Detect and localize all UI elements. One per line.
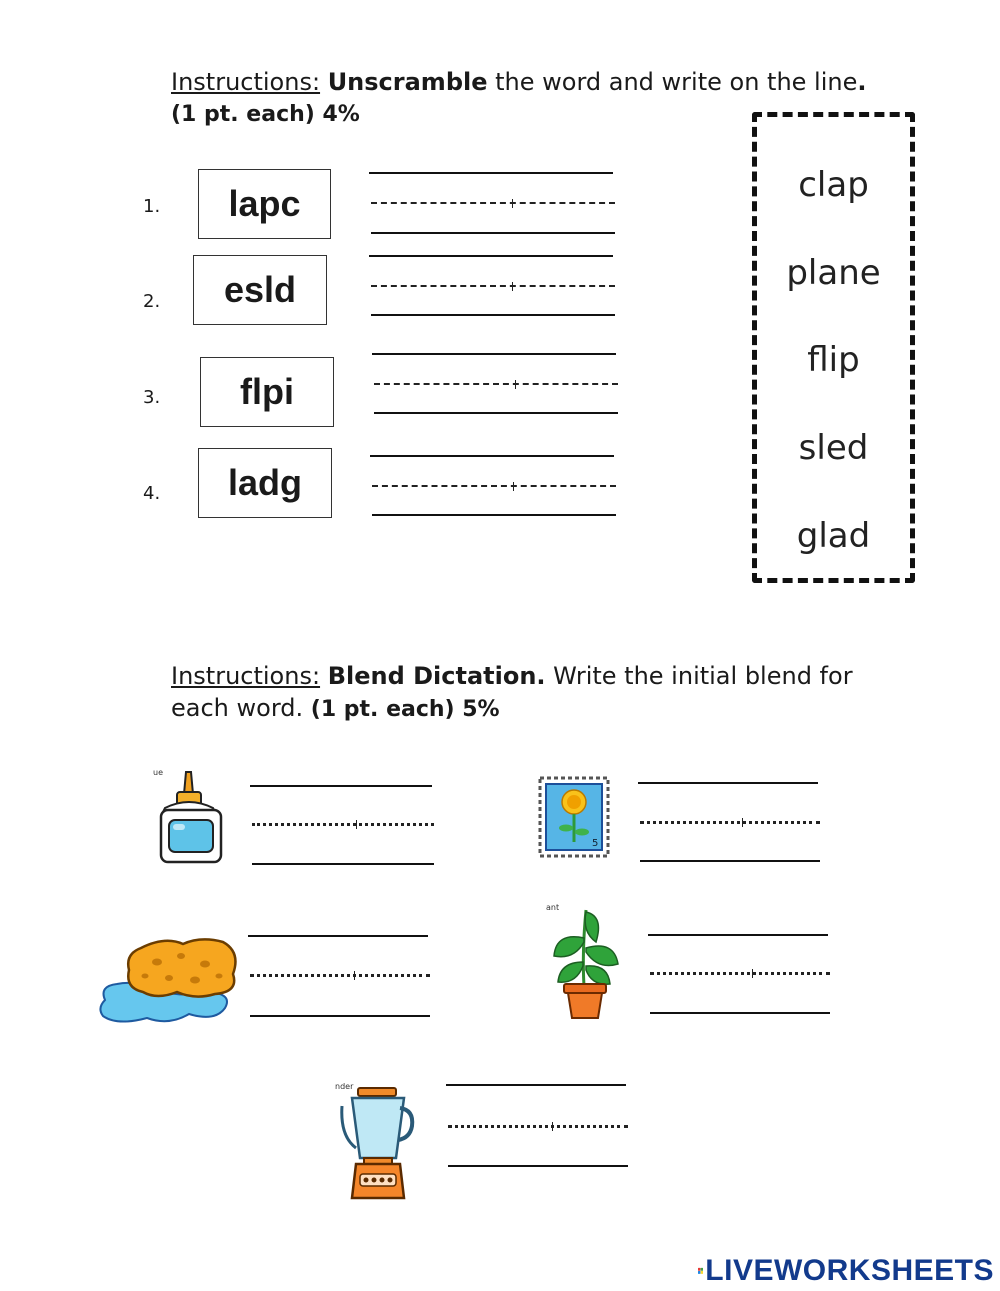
base-line <box>371 314 615 316</box>
mid-dotted-line <box>252 823 434 826</box>
section1-instr-rest: the word and write on the line <box>487 68 858 96</box>
blender-label: nder <box>335 1082 354 1091</box>
item-number-2: 2. <box>143 291 161 312</box>
glue-answer-lines[interactable] <box>250 783 436 869</box>
top-line <box>369 172 613 174</box>
word-bank-item-sled: sled <box>798 428 869 468</box>
glue-bottle-icon <box>155 768 230 868</box>
mid-tick <box>354 971 355 980</box>
mid-tick <box>742 818 743 827</box>
word-bank-item-plane: plane <box>786 253 881 293</box>
section2-points: (1 pt. each) 5% <box>310 697 500 722</box>
plant-label: ant <box>546 903 560 912</box>
svg-text:5: 5 <box>592 838 599 849</box>
item-number-3: 3. <box>143 387 161 408</box>
scrambled-word-1: lapc <box>198 169 331 239</box>
mid-dotted-line <box>640 821 820 824</box>
base-line <box>372 514 616 516</box>
plant-answer-lines[interactable] <box>648 932 834 1018</box>
sponge-icon <box>97 934 242 1030</box>
section1-instr-period: . <box>857 68 867 96</box>
potted-plant-icon <box>546 902 624 1022</box>
top-line <box>372 353 616 355</box>
base-line <box>374 412 618 414</box>
logo-text: LIVEWORKSHEETS <box>705 1254 994 1287</box>
section2-instr-rest-2: each word. <box>171 694 311 722</box>
answer-lines-4[interactable] <box>370 453 618 519</box>
answer-lines-2[interactable] <box>369 253 615 319</box>
word-bank-item-flip: flip <box>807 340 860 380</box>
stamp-flower-icon <box>536 774 612 860</box>
item-number-4: 4. <box>143 483 161 504</box>
base-line <box>250 1015 430 1017</box>
word-bank-item-clap: clap <box>798 165 869 205</box>
top-line <box>369 255 613 257</box>
mid-tick <box>552 1122 553 1131</box>
top-line <box>248 935 428 937</box>
answer-lines-3[interactable] <box>372 351 620 417</box>
top-line <box>648 934 828 936</box>
mid-tick <box>512 199 513 208</box>
top-line <box>370 455 614 457</box>
section1-instructions <box>171 66 911 98</box>
mid-tick <box>356 820 357 829</box>
section1-points: (1 pt. each) 4% <box>171 102 360 127</box>
base-line <box>252 863 434 865</box>
scrambled-word-4: ladg <box>198 448 332 518</box>
top-line <box>638 782 818 784</box>
mid-tick <box>512 282 513 291</box>
mid-dashed-line <box>374 383 618 385</box>
liveworksheets-logo <box>698 1255 994 1287</box>
base-line <box>448 1165 628 1167</box>
mid-tick <box>752 969 753 978</box>
top-line <box>250 785 432 787</box>
answer-lines-1[interactable] <box>369 170 615 236</box>
section2-instr-bold: Blend Dictation. <box>327 662 546 690</box>
word-bank <box>752 112 915 583</box>
section2-instr-label: Instructions: <box>171 662 321 690</box>
section1-instr-label: Instructions: <box>171 68 321 96</box>
mid-dashed-line <box>372 485 616 487</box>
section2-instr-rest-1: Write the initial blend for <box>545 662 853 690</box>
section2-instructions <box>171 660 871 726</box>
section2-instr-line1 <box>171 660 871 692</box>
item-number-1: 1. <box>143 196 161 217</box>
mid-tick <box>515 380 516 389</box>
section2-instr-line2 <box>171 692 871 726</box>
scrambled-word-3: flpi <box>200 357 334 427</box>
blender-icon <box>338 1086 418 1202</box>
mid-dashed-line <box>371 202 615 204</box>
top-line <box>446 1084 626 1086</box>
base-line <box>650 1012 830 1014</box>
mid-dotted-line <box>250 974 430 977</box>
base-line <box>640 860 820 862</box>
word-bank-item-glad: glad <box>796 516 871 556</box>
mid-dashed-line <box>371 285 615 287</box>
sponge-answer-lines[interactable] <box>248 933 434 1019</box>
scrambled-word-2: esld <box>193 255 327 325</box>
section1-instr-bold: Unscramble <box>327 68 488 96</box>
glue-label: ue <box>153 768 163 777</box>
mid-dotted-line <box>650 972 830 975</box>
stamp-answer-lines[interactable] <box>638 780 824 866</box>
logo-mark-icon <box>698 1257 703 1285</box>
mid-tick <box>513 482 514 491</box>
base-line <box>371 232 615 234</box>
blender-answer-lines[interactable] <box>446 1082 632 1172</box>
mid-dotted-line <box>448 1125 628 1128</box>
